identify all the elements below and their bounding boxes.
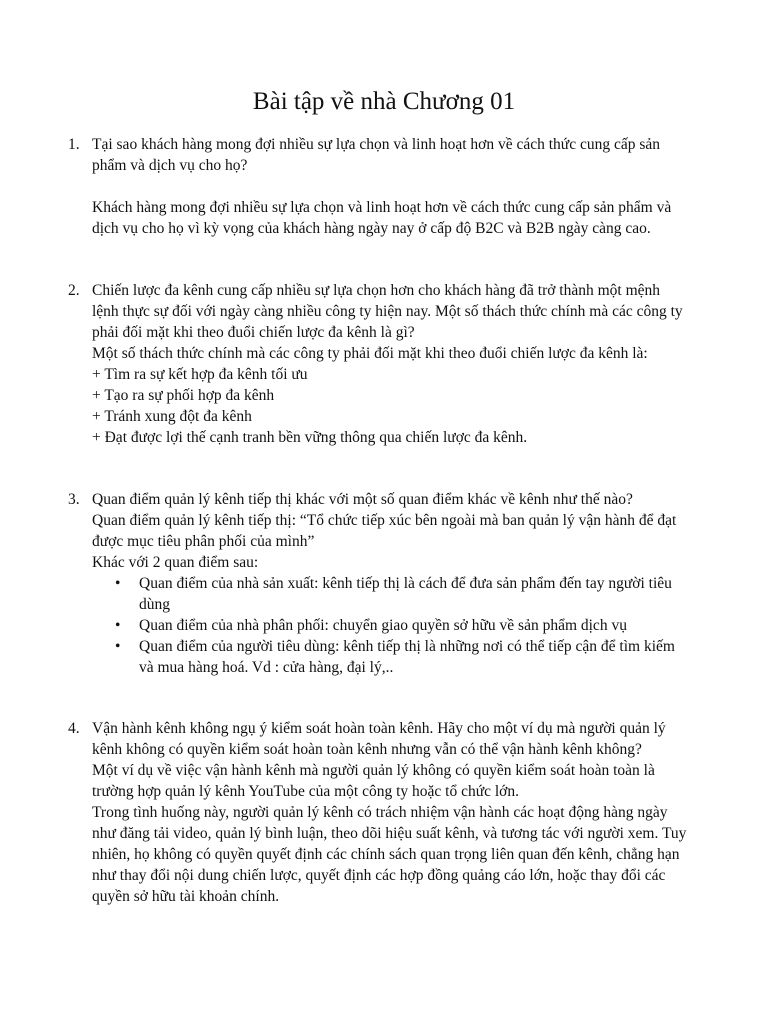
question-4 [68,718,688,907]
bullet-item: • Quan điểm của nhà sản xuất: kênh tiếp thị là cách để đưa sản phẩm đến tay người tiêu dùng [139,573,688,615]
answer-item: + Tạo ra sự phối hợp đa kênh [92,387,275,404]
bullet-item: • Quan điểm của người tiêu dùng: kênh tiếp thị là những nơi có thể tiếp cận để tìm kiếm và mua hàng hoá. Vd : cửa hàng, đại lý,.. [139,636,688,678]
answer-definition: Quan điểm quản lý kênh tiếp thị: “Tổ chức tiếp xúc bên ngoài mà ban quản lý vận hành để đạt được mục tiêu phân phối của mình” [92,512,677,550]
answer-item: + Tìm ra sự kết hợp đa kênh tối ưu [92,366,308,383]
question-text: Chiến lược đa kênh cung cấp nhiều sự lựa chọn hơn cho khách hàng đã trở thành một mệnh lệnh thực sự đối với ngày càng nhiều công ty hiện nay. Một số thách thức chính mà các công ty phải đối mặt khi theo đuổi chiến lược đa kênh là gì? [92,282,683,341]
answer-text: Khách hàng mong đợi nhiều sự lựa chọn và linh hoạt hơn về cách thức cung cấp sản phẩm và dịch vụ cho họ vì kỳ vọng của khách hàng ngày nay ở cấp độ B2C và B2B ngày càng cao. [92,199,672,237]
question-text: Tại sao khách hàng mong đợi nhiều sự lựa chọn và linh hoạt hơn về cách thức cung cấp sản phẩm và dịch vụ cho họ? [92,136,661,174]
question-number: 4. [68,720,80,737]
question-1 [68,134,688,239]
answer-intro: Khác với 2 quan điểm sau: [92,554,259,571]
page-title: Bài tập về nhà Chương 01 [252,88,516,115]
bullet-item: • Quan điểm của nhà phân phối: chuyển giao quyền sở hữu về sản phẩm dịch vụ [139,615,688,636]
question-3 [68,489,688,678]
question-text: Quan điểm quản lý kênh tiếp thị khác với một số quan điểm khác về kênh như thế nào? [92,491,633,508]
answer-detail: Trong tình huống này, người quản lý kênh có trách nhiệm vận hành các hoạt động hàng ngày như đăng tải video, quản lý bình luận, theo dõi hiệu suất kênh, và tương tác với người xem. Tuy nhiên, họ không có quyền quyết định các chính sách quan trọng liên quan đến kênh, chẳng hạn như thay đổi nội dung chiến lược, quyết định các hợp đồng quảng cáo lớn, hoặc thay đổi các quyền sở hữu tài khoản chính. [92,804,687,905]
question-text: Vận hành kênh không ngụ ý kiểm soát hoàn toàn kênh. Hãy cho một ví dụ mà người quản lý kênh không có quyền kiểm soát hoàn toàn kênh nhưng vẫn có thể vận hành kênh không? [92,720,666,758]
answer-example: Một ví dụ về việc vận hành kênh mà người quản lý không có quyền kiểm soát hoàn toàn là trường hợp quản lý kênh YouTube của một công ty hoặc tổ chức lớn. [92,762,655,800]
question-number: 2. [68,282,80,299]
question-number: 1. [68,136,80,153]
answer-item: + Tránh xung đột đa kênh [92,408,252,425]
question-2 [68,280,688,448]
answer-item: + Đạt được lợi thế cạnh tranh bền vững thông qua chiến lược đa kênh. [92,429,528,446]
bullet-list [92,573,688,678]
answer-intro: Một số thách thức chính mà các công ty phải đối mặt khi theo đuổi chiến lược đa kênh là: [92,345,648,362]
question-number: 3. [68,491,80,508]
